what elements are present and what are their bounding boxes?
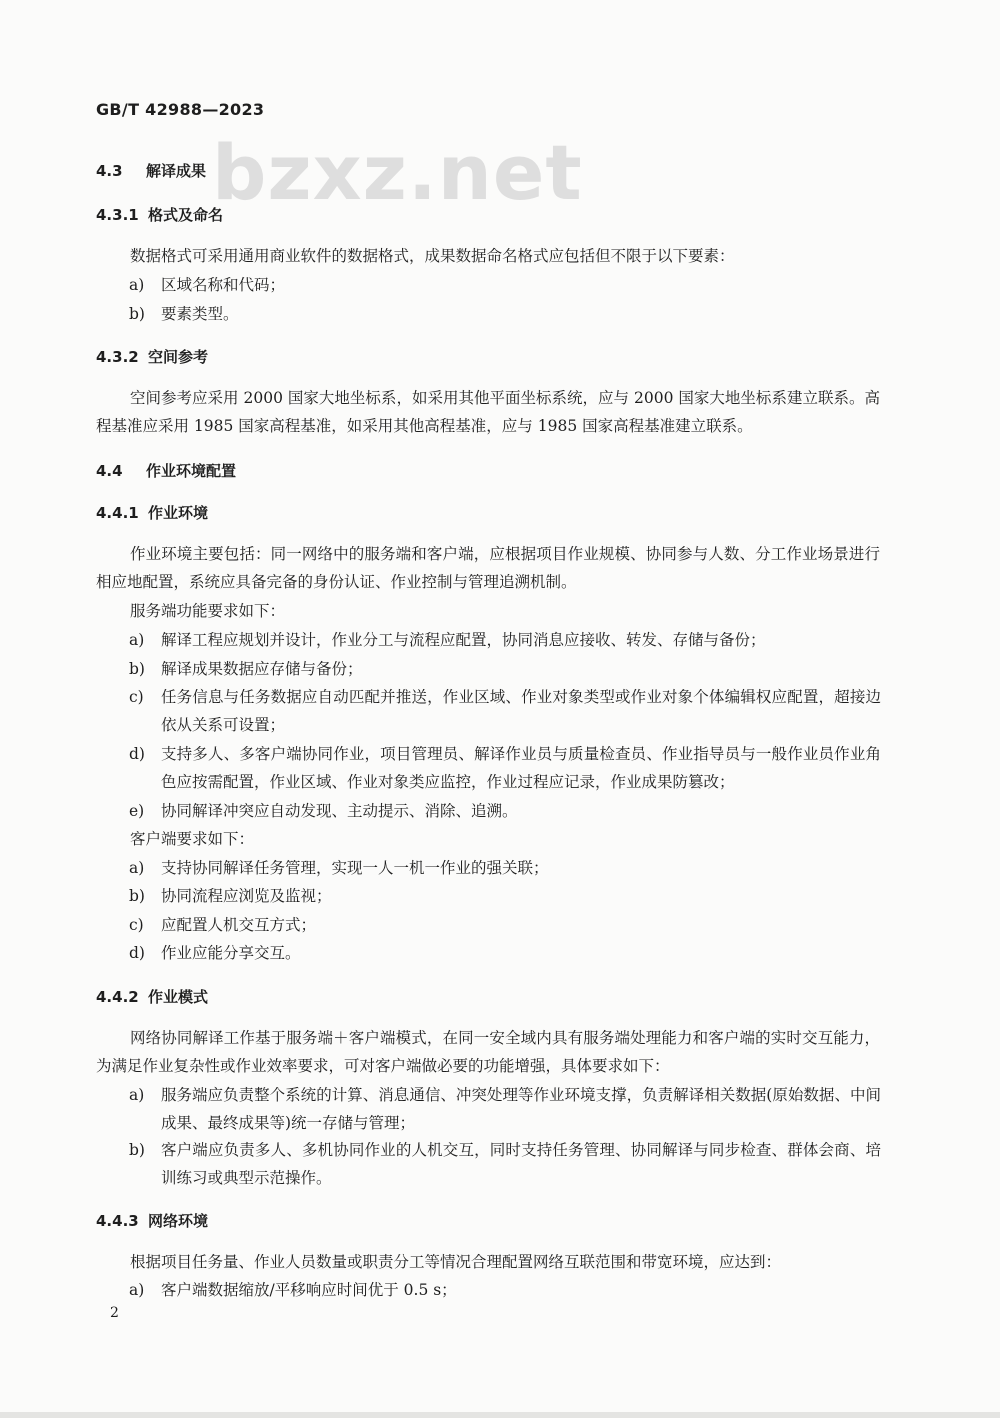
- list-text: 协同流程应浏览及监视；: [161, 887, 332, 905]
- list-text: 客户端应负责多人、多机协同作业的人机交互，同时支持任务管理、协同解译与同步检查、群体会商、培训练习或典型示范操作。: [161, 1141, 881, 1187]
- list-item: [129, 1081, 881, 1137]
- list-item: [129, 655, 881, 683]
- section-heading-4-3-2: [96, 346, 208, 367]
- list-marker: b): [129, 887, 145, 905]
- section-number: 4.4: [96, 461, 123, 480]
- list-text: 解译成果数据应存储与备份；: [161, 660, 363, 678]
- page-number: 2: [110, 1305, 119, 1321]
- list-text: 解译工程应规划并设计，作业分工与流程应配置，协同消息应接收、转发、存储与备份；: [161, 631, 766, 649]
- list-text: 客户端数据缩放/平移响应时间优于 0.5 s；: [161, 1281, 457, 1299]
- section-number: 4.3.1: [96, 205, 139, 224]
- section-number: 4.4.3: [96, 1211, 139, 1230]
- section-title: 作业环境配置: [146, 462, 237, 480]
- list-marker: b): [129, 305, 145, 323]
- section-heading-4-4-2: [96, 986, 208, 1007]
- section-number: 4.3: [96, 161, 123, 180]
- section-title: 解译成果: [146, 162, 207, 180]
- list-text: 区域名称和代码；: [161, 276, 286, 294]
- list-item: [129, 854, 881, 882]
- list-text: 服务端应负责整个系统的计算、消息通信、冲突处理等作业环境支撑，负责解译相关数据(原始数据、中间成果、最终成果等)统一存储与管理；: [161, 1086, 881, 1132]
- list-item: [129, 740, 881, 796]
- section-heading-4-4-3: [96, 1210, 208, 1231]
- list-item: [129, 271, 881, 299]
- list-marker: c): [129, 688, 144, 706]
- paragraph-spatial-reference: 空间参考应采用 2000 国家大地坐标系，如采用其他平面坐标系统，应与 2000 国家大地坐标系建立联系。高程基准应采用 1985 国家高程基准，如采用其他高程基准，应与 1985 国家高程基准建立联系。: [96, 389, 880, 435]
- section-heading-4-4: [96, 460, 236, 481]
- list-item: [129, 626, 881, 654]
- list-text: 作业应能分享交互。: [161, 944, 301, 962]
- section-title: 格式及命名: [148, 206, 224, 224]
- list-item: [129, 683, 881, 739]
- list-marker: d): [129, 944, 145, 962]
- section-number: 4.4.2: [96, 987, 139, 1006]
- section-heading-4-3: [96, 160, 206, 181]
- list-marker: a): [129, 631, 145, 649]
- list-item: [129, 882, 881, 910]
- section-title: 作业模式: [148, 988, 209, 1006]
- list-marker: a): [129, 1281, 145, 1299]
- list-text: 支持协同解译任务管理，实现一人一机一作业的强关联；: [161, 859, 549, 877]
- list-item: [129, 300, 881, 328]
- list-text: 任务信息与任务数据应自动匹配并推送，作业区域、作业对象类型或作业对象个体编辑权应配置，超接边依从关系可设置；: [161, 688, 881, 734]
- watermark-text: bzxz.net: [212, 128, 583, 217]
- list-text: 应配置人机交互方式；: [161, 916, 317, 934]
- paragraph-work-mode: 网络协同解译工作基于服务端＋客户端模式，在同一安全域内具有服务端处理能力和客户端的实时交互能力，为满足作业复杂性或作业效率要求，可对客户端做必要的功能增强，具体要求如下：: [96, 1029, 880, 1075]
- section-title: 作业环境: [148, 504, 209, 522]
- section-title: 空间参考: [148, 348, 209, 366]
- server-requirements-intro: 服务端功能要求如下：: [130, 602, 286, 620]
- section-number: 4.4.1: [96, 503, 139, 522]
- list-marker: b): [129, 660, 145, 678]
- list-marker: a): [129, 1086, 145, 1104]
- section-number: 4.3.2: [96, 347, 139, 366]
- list-marker: b): [129, 1141, 145, 1159]
- list-marker: d): [129, 745, 145, 763]
- list-marker: a): [129, 276, 145, 294]
- list-item: [129, 1276, 881, 1304]
- section-heading-4-4-1: [96, 502, 208, 523]
- client-requirements-intro: 客户端要求如下：: [130, 830, 255, 848]
- standard-code: GB/T 42988—2023: [96, 100, 265, 119]
- list-marker: c): [129, 916, 144, 934]
- list-item: [129, 911, 881, 939]
- paragraph-format-naming: 数据格式可采用通用商业软件的数据格式，成果数据命名格式应包括但不限于以下要素：: [130, 247, 735, 265]
- list-text: 协同解译冲突应自动发现、主动提示、消除、追溯。: [161, 802, 518, 820]
- list-item: [129, 939, 881, 967]
- section-heading-4-3-1: [96, 204, 223, 225]
- paragraph-work-environment: 作业环境主要包括：同一网络中的服务端和客户端，应根据项目作业规模、协同参与人数、分工作业场景进行相应地配置，系统应具备完备的身份认证、作业控制与管理追溯机制。: [96, 545, 880, 591]
- list-item: [129, 797, 881, 825]
- list-item: [129, 1136, 881, 1192]
- list-text: 要素类型。: [161, 305, 239, 323]
- list-marker: a): [129, 859, 145, 877]
- list-text: 支持多人、多客户端协同作业，项目管理员、解译作业员与质量检查员、作业指导员与一般作业员作业角色应按需配置，作业区域、作业对象类应监控，作业过程应记录，作业成果防篡改；: [161, 745, 881, 791]
- section-title: 网络环境: [148, 1212, 209, 1230]
- paragraph-network-environment: 根据项目任务量、作业人员数量或职责分工等情况合理配置网络互联范围和带宽环境，应达到：: [130, 1253, 782, 1271]
- list-marker: e): [129, 802, 145, 820]
